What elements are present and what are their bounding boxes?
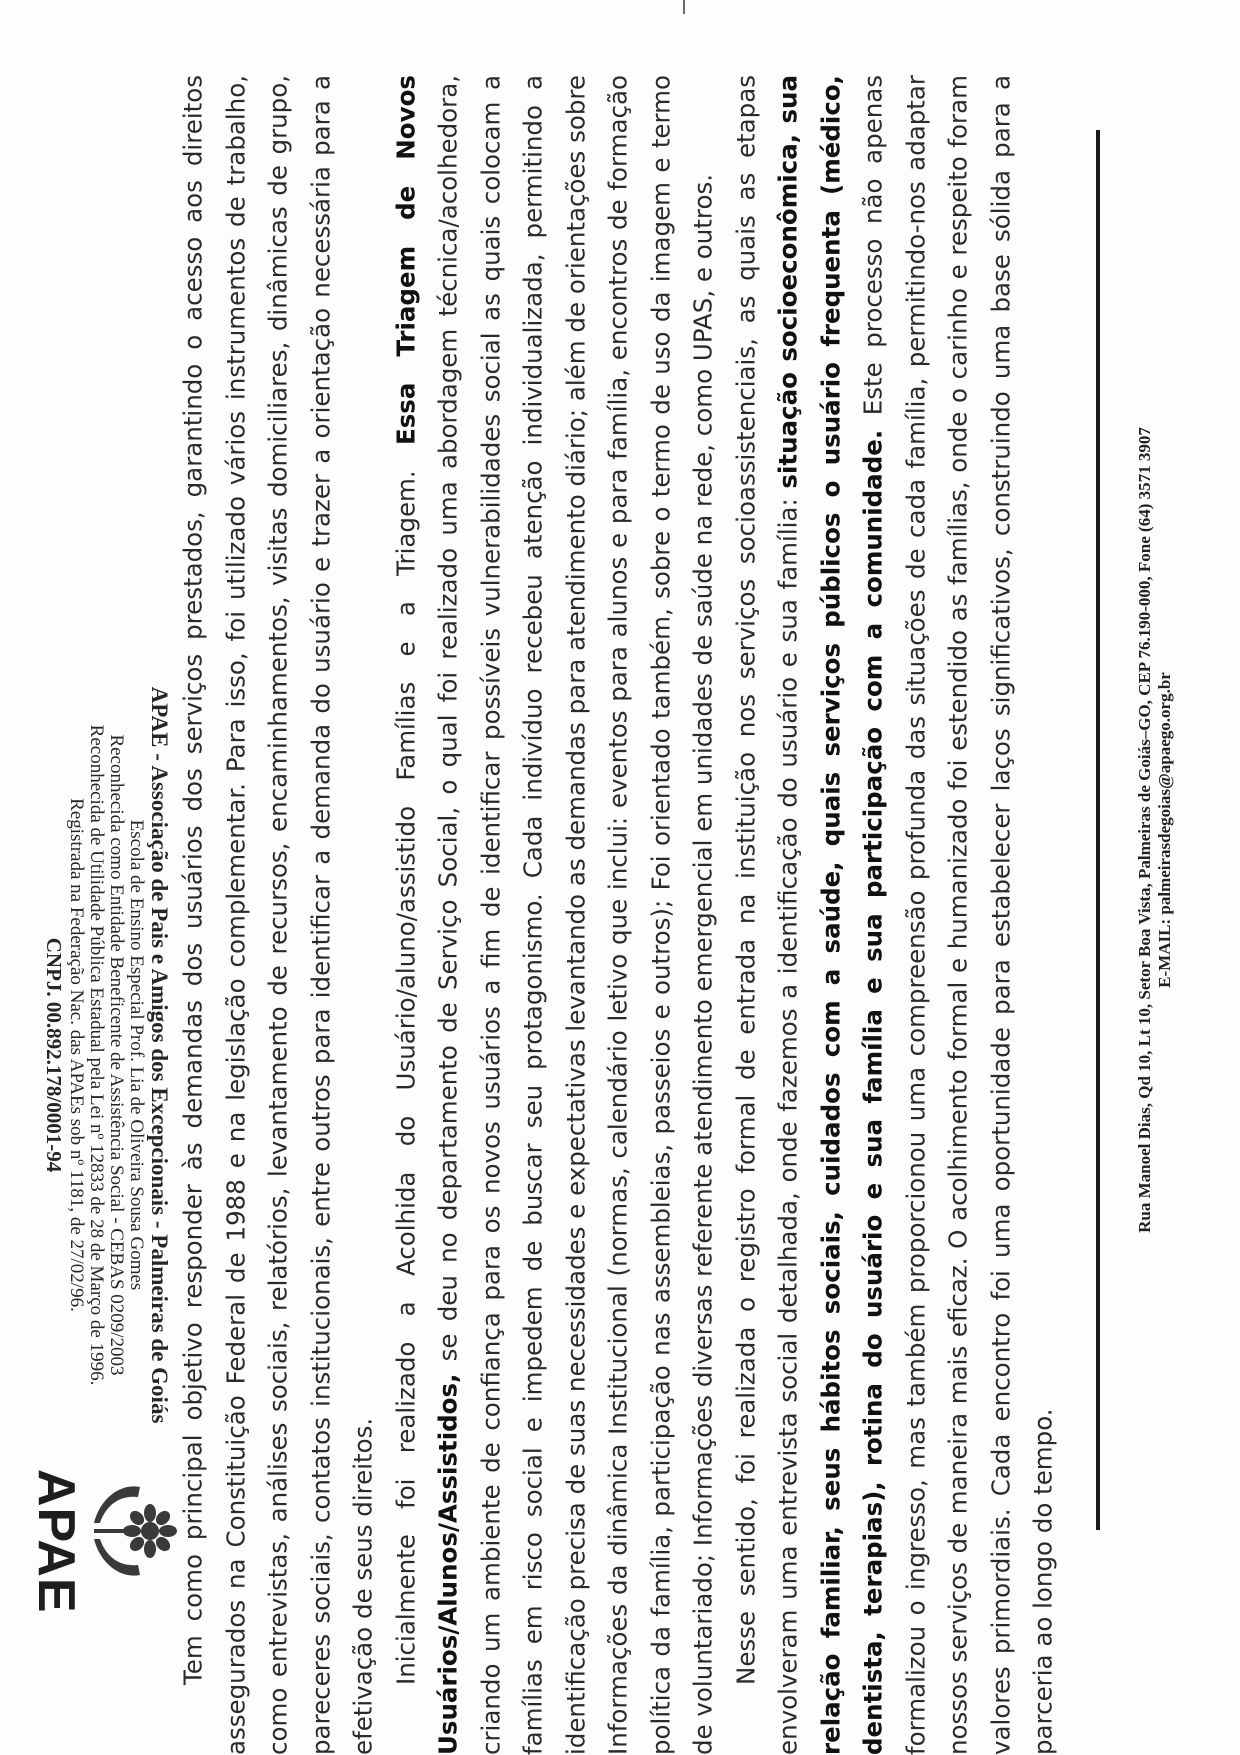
report-body	[173, 75, 1066, 1755]
paragraph-registration	[725, 75, 1065, 1755]
apae-logo	[27, 1465, 180, 1614]
logo-wordmark: APAE	[27, 1469, 85, 1614]
organization-name: APAE - Associação de Pais e Amigos dos Excepcionais - Palmeiras de Goiás	[147, 686, 172, 1424]
recognition-cebas: Reconhecida como Entidade Beneficente de Assistência Social - CEBAS 0209/2003	[106, 734, 127, 1376]
footer-divider	[1096, 130, 1100, 1530]
scan-edge-mark	[683, 0, 685, 14]
letterhead	[42, 640, 172, 1470]
footer-address: Rua Manoel Dias, Qd 10, Lt 10, Setor Boa Vista, Palmeiras de Goiás–GO, CEP 76.190-000, Fone (64) 3571 3907	[1135, 427, 1154, 1233]
footer	[1135, 300, 1175, 1360]
footer-email: E-MAIL: palmeirasdegoias@apaego.org.br	[1155, 672, 1174, 988]
federation-registration: Registrada na Federação Nac. das APAEs sob nº 1181, de 27/02/96.	[66, 798, 87, 1312]
cnpj-number: CNPJ. 00.892.178/0001-94	[42, 937, 66, 1173]
registration-outcome: Este processo não apenas formalizou o ingresso, mas também proporcionou uma compreensão profunda das situações de cada família, permitindo-nos adaptar nossos serviços de maneira mais eficaz. O acolhimento formal e humanizado foi estendido as famílias, onde o carinho e respeito foram valores primordiais. Cada encontro foi uma oportunidade para estabelecer laços significativos, construindo uma base sólida para a parceria ao longo do tempo.	[858, 74, 1058, 1755]
school-name: Escola de Ensino Especial Prof. Lia de Oliveira Sousa Gomes	[126, 819, 147, 1291]
paragraph-triage	[385, 75, 725, 1755]
recognition-public-utility: Reconhecida de Utilidade Pública Estadual pela Lei nº 12833 de 28 de Março de 1996.	[86, 724, 107, 1386]
triage-intro: Inicialmente foi realizado a Acolhida do Usuário/aluno/assistido Famílias e a Triagem.	[391, 445, 420, 1685]
registration-intro: Nesse sentido, foi realizada o registro formal de entrada na instituição nos serviços socioassistenciais, as quais as etapas envolveram uma entrevista social detalhada, onde fazemos a identificação do usuário e sua família:	[731, 75, 803, 1755]
paragraph-objective: Tem como principal objetivo responder às demandas dos usuários dos serviços prestados, garantindo o acesso aos direitos assegurados na Constituição Federal de 1988 e na legislação complementar. Para isso, foi utilizado vários instrumentos de trabalho, como entrevistas, análises sociais, relatórios, levantamento de recursos, encaminhamentos, visitas domiciliares, dinâmicas de grupo, pareceres sociais, contatos institucionais, entre outros para identificar a demanda do usuário e trazer a orientação necessária para a efetivação de seus direitos.	[178, 75, 378, 1755]
triage-title: Essa Triagem de Novos Usuários/Alunos/Assistidos,	[391, 74, 463, 1755]
registration-topics: situação socioeconômica, sua relação familiar, seus hábitos sociais, cuidados com a saúde, quais serviços públicos o usuário frequenta (médico, dentista, terapias), rotina do usuário e sua família e sua participação com a comunidade.	[773, 74, 888, 1755]
flower-hands-icon	[84, 1479, 180, 1583]
triage-details: se deu no departamento de Serviço Social, o qual foi realizado uma abordagem técnica/acolhedora, criando um ambiente de confiança para os novos usuários a fim de identificar possíveis vulnerabilidades social as quais colocam a famílias em risco social e impedem de buscar seu protagonismo. Cada indivíduo recebeu atenção individualizada, permitindo a identificação precisa de suas necessidades e expectativas levantando as demandas para atendimento diário; além de orientações sobre Informações da dinâmica Institucional (normas, calendário letivo que inclui: eventos para alunos e para família, encontros de formação política da família, participação nas assembleias, passeios e outros); Foi orientado também, sobre o termo de uso da imagem e termo de voluntariado; Informações diversas referente atendimento emergencial em unidades de saúde na rede, como UPAS, e outros.	[433, 75, 718, 1755]
